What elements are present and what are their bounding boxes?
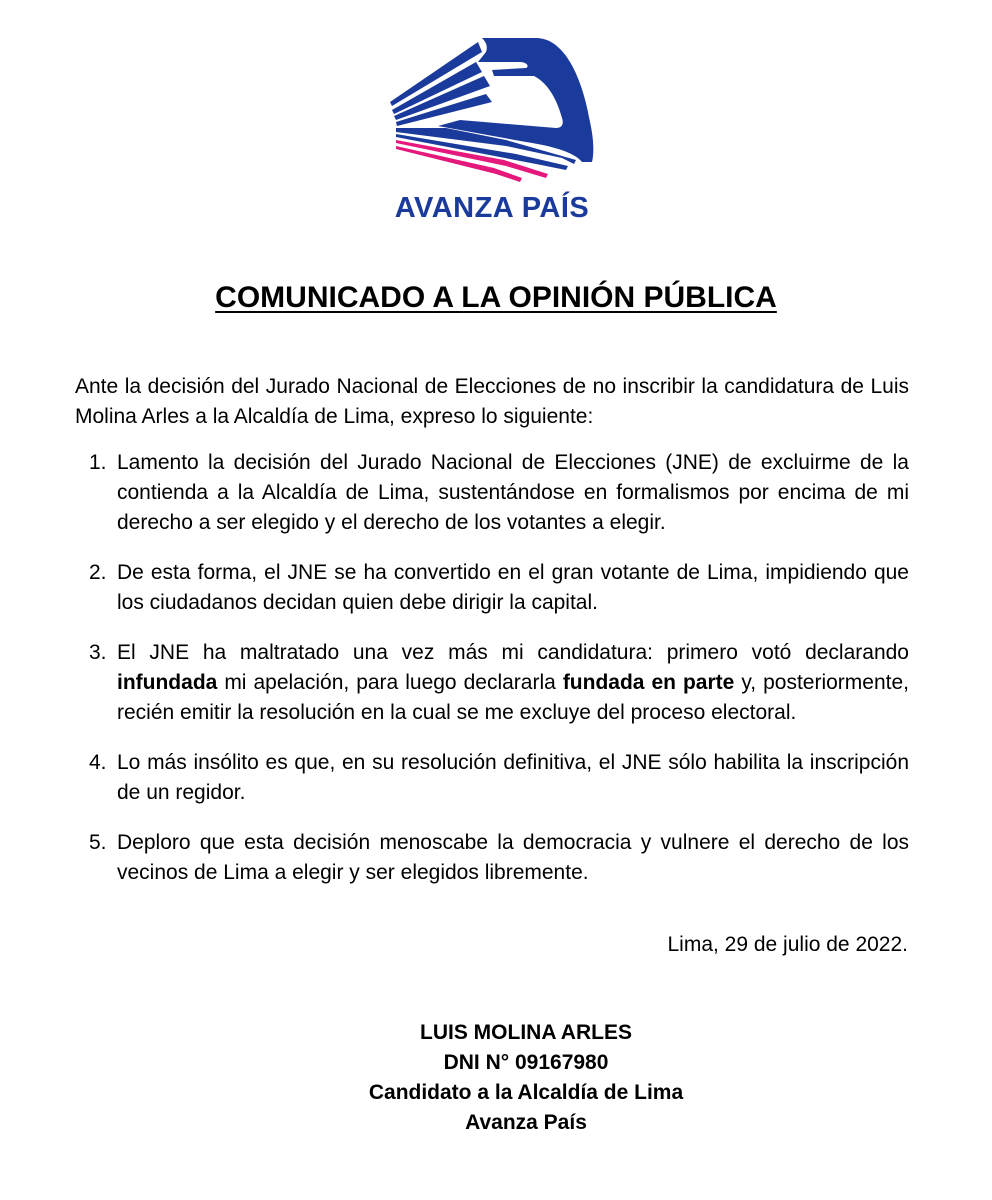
list-item-number: 3. [89, 641, 107, 664]
bold-term-fundada-en-parte: fundada en parte [562, 671, 735, 694]
list-item [75, 558, 909, 618]
list-item [75, 748, 909, 808]
list-item-number: 2. [89, 561, 107, 584]
signature-block [0, 1018, 992, 1138]
list-item [75, 828, 909, 888]
list-item-number: 1. [89, 451, 107, 474]
list-item-text: y, posteriormente, recién emitir la resolución en la cual se me excluye del proceso electoral. [117, 671, 909, 724]
list-item-text: mi apelación, para luego declararla [217, 671, 563, 694]
list-item-text: Lamento la decisión del Jurado Nacional de Elecciones (JNE) de excluirme de la contienda a la Alcaldía de Lima, sustentándose en formalismos por encima de mi derecho a ser elegido y el derecho de los votantes a elegir. [117, 451, 909, 534]
document-date: Lima, 29 de julio de 2022. [667, 933, 908, 956]
intro-paragraph: Ante la decisión del Jurado Nacional de Elecciones de no inscribir la candidatura de Luis Molina Arles a la Alcaldía de Lima, expreso lo siguiente: [75, 375, 909, 428]
party-brand-name: AVANZA PAÍS [394, 192, 590, 224]
signer-name: LUIS MOLINA ARLES [420, 1021, 632, 1044]
statement-list [75, 448, 909, 908]
signer-dni: DNI N° 09167980 [443, 1051, 609, 1074]
list-item-number: 4. [89, 751, 107, 774]
list-item-text: Lo más insólito es que, en su resolución definitiva, el JNE sólo habilita la inscripción de un regidor. [117, 751, 909, 804]
signer-role: Candidato a la Alcaldía de Lima [368, 1081, 684, 1104]
list-item-text: El JNE ha maltratado una vez más mi candidatura: primero votó declarando [117, 641, 909, 664]
page-title: COMUNICADO A LA OPINIÓN PÚBLICA [215, 281, 777, 314]
list-item-text: Deploro que esta decisión menoscabe la democracia y vulnere el derecho de los vecinos de Lima a elegir y ser elegidos libremente. [117, 831, 909, 884]
bold-term-infundada: infundada [117, 671, 218, 694]
list-item-text: De esta forma, el JNE se ha convertido en el gran votante de Lima, impidiendo que los ciudadanos decidan quien debe dirigir la capital. [117, 561, 909, 614]
list-item [75, 448, 909, 538]
party-logo [386, 36, 598, 224]
signer-party: Avanza País [465, 1111, 587, 1134]
list-item-number: 5. [89, 831, 107, 854]
train-logo-icon [386, 36, 598, 184]
list-item [75, 638, 909, 728]
